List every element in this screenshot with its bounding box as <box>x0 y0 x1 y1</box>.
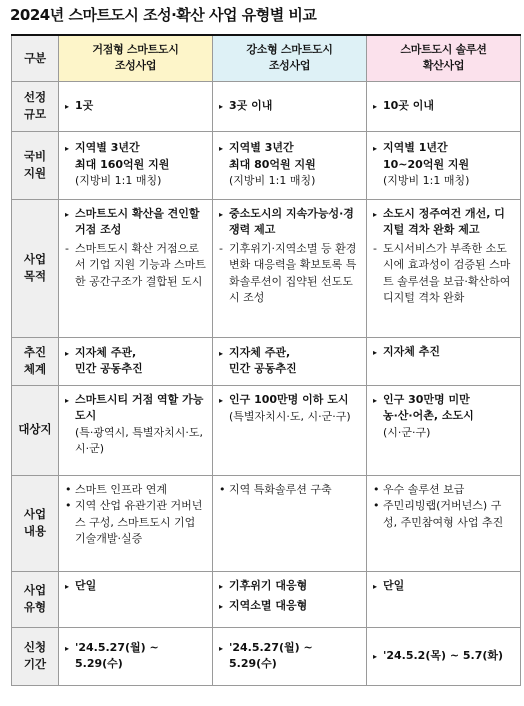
period-hub: '24.5.27(월) ~ 5.29(수) <box>75 640 159 670</box>
label-funding <box>12 131 59 199</box>
funding-solution-l1: 지역별 1년간 <box>383 141 448 155</box>
triangle-marker-icon: ▸ <box>373 101 378 111</box>
triangle-marker-icon: ▸ <box>219 348 224 358</box>
label-funding-l1: 국비 <box>23 148 47 163</box>
row-purpose <box>12 199 521 337</box>
funding-hub-l2: 최대 160억원 지원 <box>75 157 170 171</box>
triangle-marker-icon: ▸ <box>219 643 224 653</box>
type-hub: 단일 <box>75 578 97 592</box>
dash-marker-icon: - <box>373 241 377 255</box>
target-hub-bold: 스마트시티 거점 역할 가능도시 <box>75 392 204 422</box>
triangle-marker-icon: ▸ <box>219 209 224 219</box>
page-title: 2024년 스마트도시 조성·확산 사업 유형별 비교 <box>10 6 317 24</box>
triangle-marker-icon: ▸ <box>65 348 70 358</box>
triangle-marker-icon: ▸ <box>373 144 378 154</box>
dash-marker-icon: - <box>219 241 223 255</box>
system-solution: 지자체 추진 <box>383 344 440 358</box>
triangle-marker-icon: ▸ <box>65 209 70 219</box>
type-small-2: 지역소멸 대응형 <box>229 598 308 612</box>
label-purpose-l1: 사업 <box>23 251 47 266</box>
target-solution-sub: (시·군·구) <box>383 425 431 439</box>
label-content-l1: 사업 <box>23 506 47 521</box>
label-content-l2: 내용 <box>23 524 47 538</box>
label-period-l2: 기간 <box>23 657 47 671</box>
triangle-marker-icon: ▸ <box>373 347 378 357</box>
bullet-marker-icon: • <box>65 482 72 496</box>
purpose-hub-desc: 스마트도시 확산 거점으로서 기업 지원 기능과 스마트한 공간구조가 결합된 도시 <box>75 241 206 288</box>
triangle-marker-icon: ▸ <box>65 144 70 154</box>
content-solution-item1: 우수 솔루션 보급 <box>383 482 465 496</box>
system-hub-l2: 민간 공동추진 <box>75 362 143 375</box>
scale-small: 3곳 이내 <box>229 98 273 112</box>
scale-hub: 1곳 <box>75 98 94 112</box>
header-category: 구분 <box>12 35 59 81</box>
label-period <box>12 627 59 685</box>
header-row <box>12 35 521 81</box>
label-funding-l2: 지원 <box>23 166 47 180</box>
content-solution-item2: 주민리빙랩(거버넌스) 구성, 주민참여형 사업 추진 <box>383 499 504 529</box>
triangle-marker-icon: ▸ <box>219 581 224 591</box>
bullet-marker-icon: • <box>373 482 380 496</box>
bullet-marker-icon: • <box>65 499 72 512</box>
funding-solution-sub: (지방비 1:1 매칭) <box>383 174 470 188</box>
header-small-line2: 조성사업 <box>268 59 311 73</box>
target-solution-bold-l2: 농·산·어촌, 소도시 <box>383 409 474 422</box>
label-scale-l2: 규모 <box>23 107 47 121</box>
triangle-marker-icon: ▸ <box>65 101 70 111</box>
period-small: '24.5.27(월) ~ 5.29(수) <box>229 640 313 670</box>
header-small-type <box>213 35 367 81</box>
header-solution-line1: 스마트도시 솔루션 <box>400 42 487 56</box>
header-hub-line2: 조성사업 <box>114 59 157 73</box>
triangle-marker-icon: ▸ <box>373 395 378 405</box>
funding-small-l2: 최대 80억원 지원 <box>229 157 316 171</box>
system-small-l1: 지자체 주관, <box>229 345 291 359</box>
system-hub-l1: 지자체 주관, <box>75 345 137 359</box>
triangle-marker-icon: ▸ <box>219 144 224 154</box>
row-type <box>12 571 521 627</box>
funding-hub-sub: (지방비 1:1 매칭) <box>75 174 162 188</box>
header-small-line1: 강소형 스마트도시 <box>246 42 333 56</box>
purpose-small-bold: 중소도시의 지속가능성·경쟁력 제고 <box>229 206 354 236</box>
label-scale-l1: 선정 <box>23 89 47 104</box>
purpose-solution-desc: 도시서비스가 부족한 소도시에 효과성이 검증된 스마트 솔루션을 보급·확산하여 디지털 격차 완화 <box>383 241 511 304</box>
period-solution: '24.5.2(목) ~ 5.7(화) <box>383 648 504 662</box>
label-type <box>12 571 59 627</box>
funding-small-sub: (지방비 1:1 매칭) <box>229 174 316 188</box>
row-period <box>12 627 521 685</box>
header-hub-type <box>59 35 213 81</box>
header-hub-line1: 거점형 스마트도시 <box>92 42 179 56</box>
comparison-table <box>11 34 521 686</box>
triangle-marker-icon: ▸ <box>373 209 378 219</box>
label-scale <box>12 81 59 131</box>
system-small-l2: 민간 공동추진 <box>229 362 297 375</box>
type-small-1: 기후위기 대응형 <box>229 578 308 592</box>
row-content <box>12 475 521 571</box>
funding-small-l1: 지역별 3년간 <box>229 141 294 155</box>
header-solution-line2: 확산사업 <box>422 59 465 73</box>
bullet-marker-icon: • <box>373 499 380 512</box>
triangle-marker-icon: ▸ <box>65 395 70 405</box>
row-funding <box>12 131 521 199</box>
label-type-l1: 사업 <box>23 582 47 597</box>
purpose-small-desc: 기후위기·지역소멸 등 환경변화 대응력을 확보토록 특화솔루션이 집약된 선도도시 조성 <box>229 241 357 304</box>
scale-solution: 10곳 이내 <box>383 98 435 112</box>
target-small-bold: 인구 100만명 이하 도시 <box>229 392 349 406</box>
triangle-marker-icon: ▸ <box>373 651 378 661</box>
purpose-solution-bold: 소도시 정주여건 개선, 디지털 격차 완화 제고 <box>383 206 505 236</box>
triangle-marker-icon: ▸ <box>373 581 378 591</box>
label-period-l1: 신청 <box>23 639 47 654</box>
header-solution-type <box>367 35 521 81</box>
target-small-sub: (특별자치시·도, 시·군·구) <box>229 409 351 423</box>
label-system-l1: 추진 <box>23 344 47 359</box>
target-solution-bold-l1: 인구 30만명 미만 <box>383 392 470 406</box>
dash-marker-icon: - <box>65 241 69 255</box>
label-system-l2: 체계 <box>23 362 47 376</box>
label-purpose-l2: 목적 <box>23 269 47 283</box>
content-hub-item2: 지역 산업 유관기관 거버넌스 구성, 스마트도시 기업 기술개발·실증 <box>75 499 203 545</box>
label-target: 대상지 <box>12 385 59 475</box>
purpose-hub-bold: 스마트도시 확산을 견인할 거점 조성 <box>75 206 200 236</box>
row-target <box>12 385 521 475</box>
triangle-marker-icon: ▸ <box>65 643 70 653</box>
triangle-marker-icon: ▸ <box>65 581 70 591</box>
row-system <box>12 337 521 385</box>
row-scale <box>12 81 521 131</box>
triangle-marker-icon: ▸ <box>219 601 224 611</box>
label-purpose <box>12 199 59 337</box>
label-system <box>12 337 59 385</box>
triangle-marker-icon: ▸ <box>219 101 224 111</box>
target-hub-sub: (특·광역시, 특별자치시·도, 시·군) <box>75 425 204 455</box>
triangle-marker-icon: ▸ <box>219 395 224 405</box>
type-solution: 단일 <box>383 578 405 592</box>
funding-solution-l2: 10~20억원 지원 <box>383 157 470 171</box>
content-small-item1: 지역 특화솔루션 구축 <box>229 482 332 496</box>
bullet-marker-icon: • <box>219 482 226 496</box>
funding-hub-l1: 지역별 3년간 <box>75 141 140 155</box>
content-hub-item1: 스마트 인프라 연계 <box>75 482 168 496</box>
label-type-l2: 유형 <box>23 600 47 614</box>
label-content <box>12 475 59 571</box>
